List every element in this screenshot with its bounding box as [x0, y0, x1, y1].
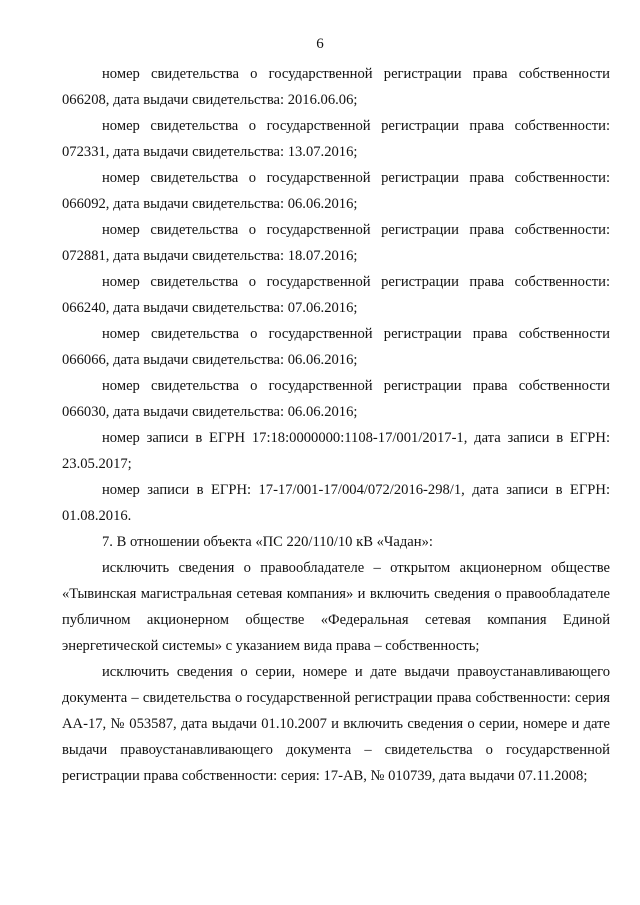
paragraph-certificate-1: номер свидетельства о государственной регистрации права собственности 066208, дата выдачи свидетельства: 2016.06.06;: [62, 66, 610, 108]
document-body: [62, 61, 610, 789]
paragraph-document-change: исключить сведения о серии, номере и дате выдачи правоустанавливающего документа – свидетельства о государственной регистрации права собственности: серия АА-17, № 053587, дата выдачи 01.10.2007 и включить сведения о серии, номере и дате выдачи правоустанавливающего документа – свидетельства о государственной регистрации права собственности: серия: 17-АВ, № 010739, дата выдачи 07.11.2008;: [62, 664, 610, 784]
paragraph-section-7-heading: 7. В отношении объекта «ПС 220/110/10 кВ «Чадан»:: [102, 534, 433, 550]
page-number: 6: [316, 36, 324, 52]
paragraph-certificate-3: номер свидетельства о государственной регистрации права собственности: 066092, дата выдачи свидетельства: 06.06.2016;: [62, 170, 610, 212]
paragraph-certificate-6: номер свидетельства о государственной регистрации права собственности 066066, дата выдачи свидетельства: 06.06.2016;: [62, 326, 610, 368]
paragraph-certificate-7: номер свидетельства о государственной регистрации права собственности 066030, дата выдачи свидетельства: 06.06.2016;: [62, 378, 610, 420]
paragraph-egrn-record-2: номер записи в ЕГРН: 17-17/001-17/004/072/2016-298/1, дата записи в ЕГРН: 01.08.2016.: [62, 482, 610, 524]
paragraph-certificate-2: номер свидетельства о государственной регистрации права собственности: 072331, дата выдачи свидетельства: 13.07.2016;: [62, 118, 610, 160]
paragraph-certificate-5: номер свидетельства о государственной регистрации права собственности: 066240, дата выдачи свидетельства: 07.06.2016;: [62, 274, 610, 316]
paragraph-rightholder-change: исключить сведения о правообладателе – открытом акционерном обществе «Тывинская магистральная сетевая компания» и включить сведения о правообладателе публичном акционерном обществе «Федеральная сетевая компания Единой энергетической системы» с указанием вида права – собственность;: [62, 560, 610, 654]
paragraph-egrn-record-1: номер записи в ЕГРН 17:18:0000000:1108-17/001/2017-1, дата записи в ЕГРН: 23.05.2017;: [62, 430, 610, 472]
paragraph-certificate-4: номер свидетельства о государственной регистрации права собственности: 072881, дата выдачи свидетельства: 18.07.2016;: [62, 222, 610, 264]
